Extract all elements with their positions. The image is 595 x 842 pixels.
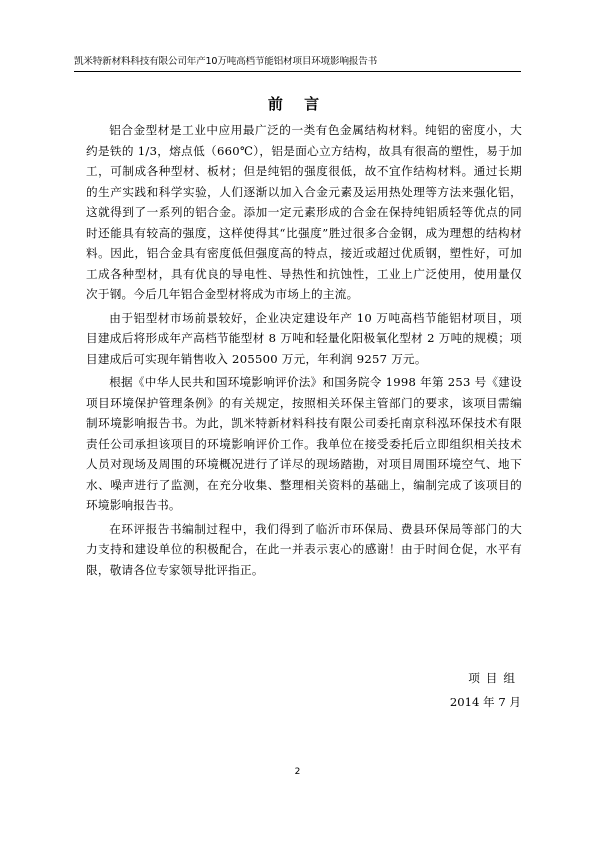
body-text: [86, 120, 522, 580]
running-header: 凯米特新材料科技有限公司年产10万吨高档节能铝材项目环境影响报告书: [74, 56, 521, 72]
page-number: 2: [294, 767, 301, 777]
section-title: 前 言: [267, 95, 328, 113]
paragraph-basis: 根据《中华人民共和国环境影响评价法》和国务院令 1998 年第 253 号《建设项目环境保护管理条例》的有关规定，按照相关环保主管部门的要求，该项目需编制环境影响报告书。为此，凯米特新材料科技有限公司委托南京科泓环保技术有限责任公司承担该项目的环境影响评价工作。我单位在接受委托后立即组织相关技术人员对现场及周围的环境概况进行了详尽的现场踏勘，对项目周围环境空气、地下水、噪声进行了监测，在充分收集、整理相关资料的基础上，编制完成了该项目的环境影响报告书。: [86, 375, 522, 512]
paragraph-thanks: 在环评报告书编制过程中，我们得到了临沂市环保局、费县环保局等部门的大力支持和建设单位的积极配合，在此一并表示衷心的感谢！由于时间仓促，水平有限，敬请各位专家领导批评指正。: [86, 521, 522, 577]
signature-team: 项目组: [468, 671, 521, 685]
signature-block: [450, 666, 521, 714]
paragraph-intro: 铝合金型材是工业中应用最广泛的一类有色金属结构材料。纯铝的密度小，大约是铁的 1/3，熔点低（660℃），铝是面心立方结构，故具有很高的塑性，易于加工，可制成各种型材、板材；但是纯铝的强度很低，故不宜作结构材料。通过长期的生产实践和科学实验，人们逐渐以加入合金元素及运用热处理等方法来强化铝，这就得到了一系列的铝合金。添加一定元素形成的合金在保持纯铝质轻等优点的同时还能具有较高的强度，这样使得其“比强度”胜过很多合金钢，成为理想的结构材料。因此，铝合金具有密度低但强度高的特点，接近或超过优质钢，塑性好，可加工成各种型材，具有优良的导电性、导热性和抗蚀性，工业上广泛使用，使用量仅次于钢。今后几年铝合金型材将成为市场上的主流。: [86, 123, 522, 301]
paragraph-project: 由于铝型材市场前景较好，企业决定建设年产 10 万吨高档节能铝材项目，项目建成后将形成年产高档节能型材 8 万吨和轻量化阳极氧化型材 2 万吨的规模；项目建成后可实现年销售收入 205500 万元，年利润 9257 万元。: [86, 310, 522, 366]
signature-date: 2014 年 7 月: [449, 695, 521, 709]
